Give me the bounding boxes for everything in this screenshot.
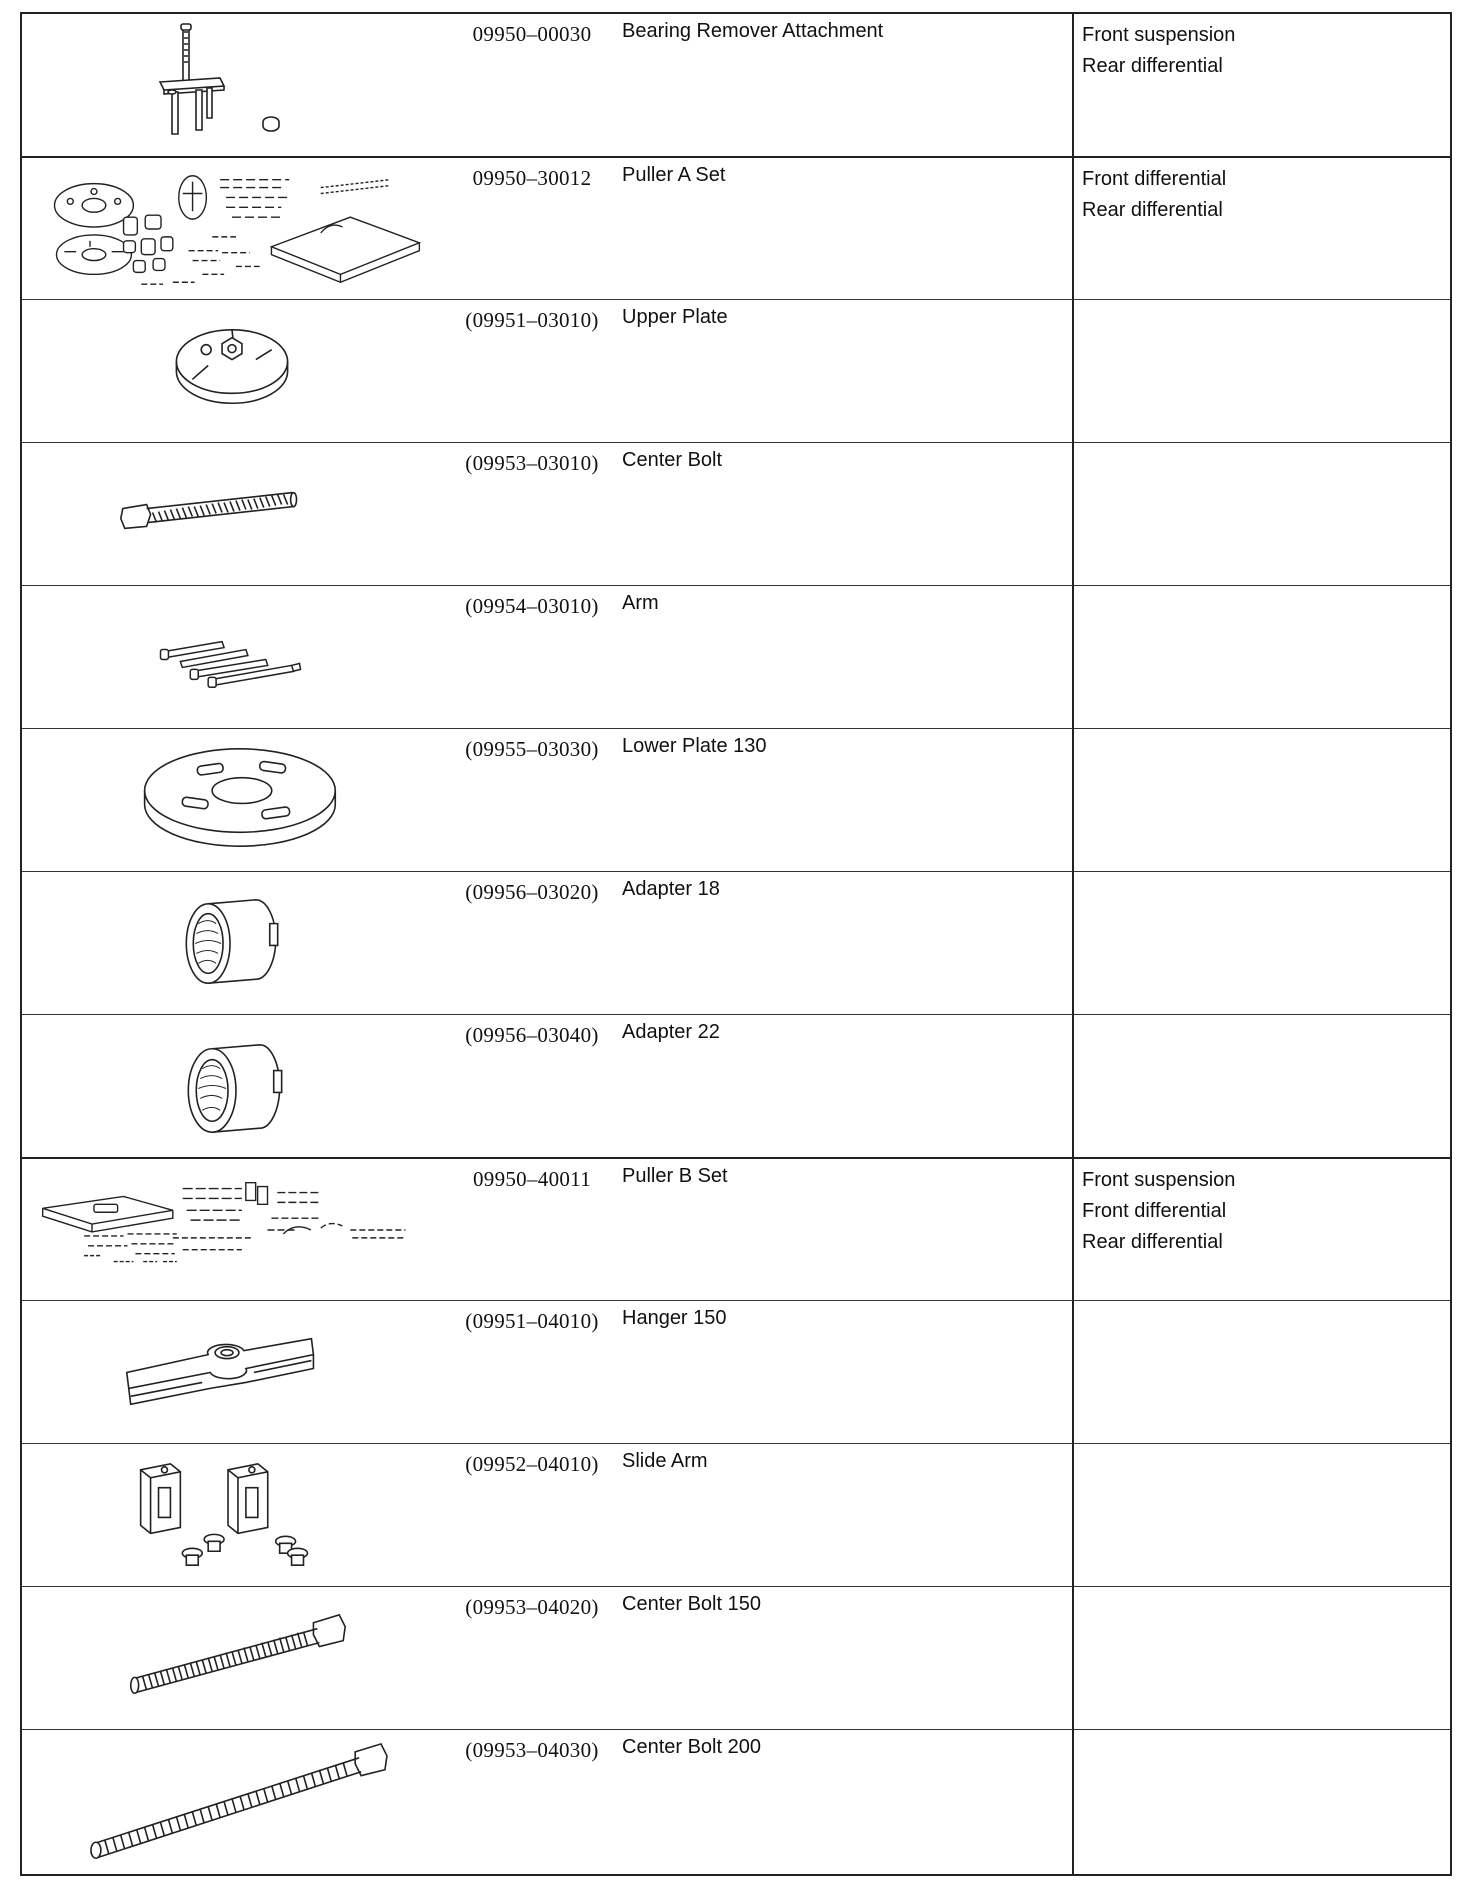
- lower-plate-icon: [22, 729, 442, 871]
- table-row: [22, 1729, 1450, 1878]
- part-name: Center Bolt: [622, 449, 723, 471]
- table-row: [22, 156, 1450, 299]
- adapter-22-icon: [22, 1015, 442, 1157]
- part-name: Hanger 150: [622, 1307, 727, 1329]
- application-item: Rear differential: [1082, 55, 1223, 77]
- hanger-icon: [22, 1301, 442, 1443]
- table-row: [22, 1300, 1450, 1443]
- part-number: 09950–00030: [472, 22, 592, 46]
- column-divider: [1072, 14, 1074, 1874]
- application-item: Front differential: [1082, 168, 1227, 190]
- application-item: Front differential: [1082, 1200, 1227, 1222]
- application-item: Front suspension: [1082, 24, 1236, 46]
- table-row: [22, 728, 1450, 871]
- part-number: (09953–04030): [465, 1738, 599, 1762]
- part-name: Puller B Set: [622, 1165, 728, 1187]
- table-row: [22, 585, 1450, 728]
- table-row: [22, 299, 1450, 442]
- part-number: (09953–03010): [465, 451, 599, 475]
- part-number: (09952–04010): [465, 1452, 599, 1476]
- table-row: [22, 442, 1450, 585]
- bearing-remover-icon: [22, 14, 442, 156]
- center-bolt-200-icon: [22, 1730, 442, 1878]
- part-number: (09955–03030): [465, 737, 599, 761]
- part-number: (09956–03040): [465, 1023, 599, 1047]
- application-item: Rear differential: [1082, 199, 1223, 221]
- part-number: 09950–40011: [472, 1167, 592, 1191]
- applications: [1082, 164, 1226, 226]
- table-row: [22, 1157, 1450, 1300]
- part-number: (09954–03010): [465, 594, 599, 618]
- part-number: (09951–03010): [465, 308, 599, 332]
- part-number: (09956–03020): [465, 880, 599, 904]
- part-name: Bearing Remover Attachment: [622, 20, 884, 42]
- puller-a-set-icon: [22, 158, 442, 299]
- part-name: Upper Plate: [622, 306, 728, 328]
- center-bolt-150-icon: [22, 1587, 442, 1729]
- part-number: (09953–04020): [465, 1595, 599, 1619]
- part-name: Adapter 18: [622, 878, 720, 900]
- table-row: [22, 1014, 1450, 1157]
- puller-b-set-icon: [22, 1159, 442, 1300]
- part-name: Center Bolt 150: [622, 1593, 761, 1615]
- center-bolt-icon: [22, 443, 442, 585]
- part-name: Center Bolt 200: [622, 1736, 761, 1758]
- table-row: [22, 1586, 1450, 1729]
- applications: [1082, 1165, 1235, 1258]
- part-name: Adapter 22: [622, 1021, 720, 1043]
- adapter-18-icon: [22, 872, 442, 1014]
- arm-icon: [22, 586, 442, 728]
- part-name: Slide Arm: [622, 1450, 708, 1472]
- applications: [1082, 20, 1235, 82]
- part-number: (09951–04010): [465, 1309, 599, 1333]
- slide-arm-icon: [22, 1444, 442, 1586]
- table-row: [22, 14, 1450, 156]
- table-row: [22, 1443, 1450, 1586]
- tool-table: [20, 12, 1452, 1876]
- application-item: Front suspension: [1082, 1169, 1236, 1191]
- part-name: Puller A Set: [622, 164, 726, 186]
- part-number: 09950–30012: [472, 166, 592, 190]
- part-name: Arm: [622, 592, 659, 614]
- application-item: Rear differential: [1082, 1231, 1223, 1253]
- part-name: Lower Plate 130: [622, 735, 767, 757]
- table-row: [22, 871, 1450, 1014]
- upper-plate-icon: [22, 300, 442, 442]
